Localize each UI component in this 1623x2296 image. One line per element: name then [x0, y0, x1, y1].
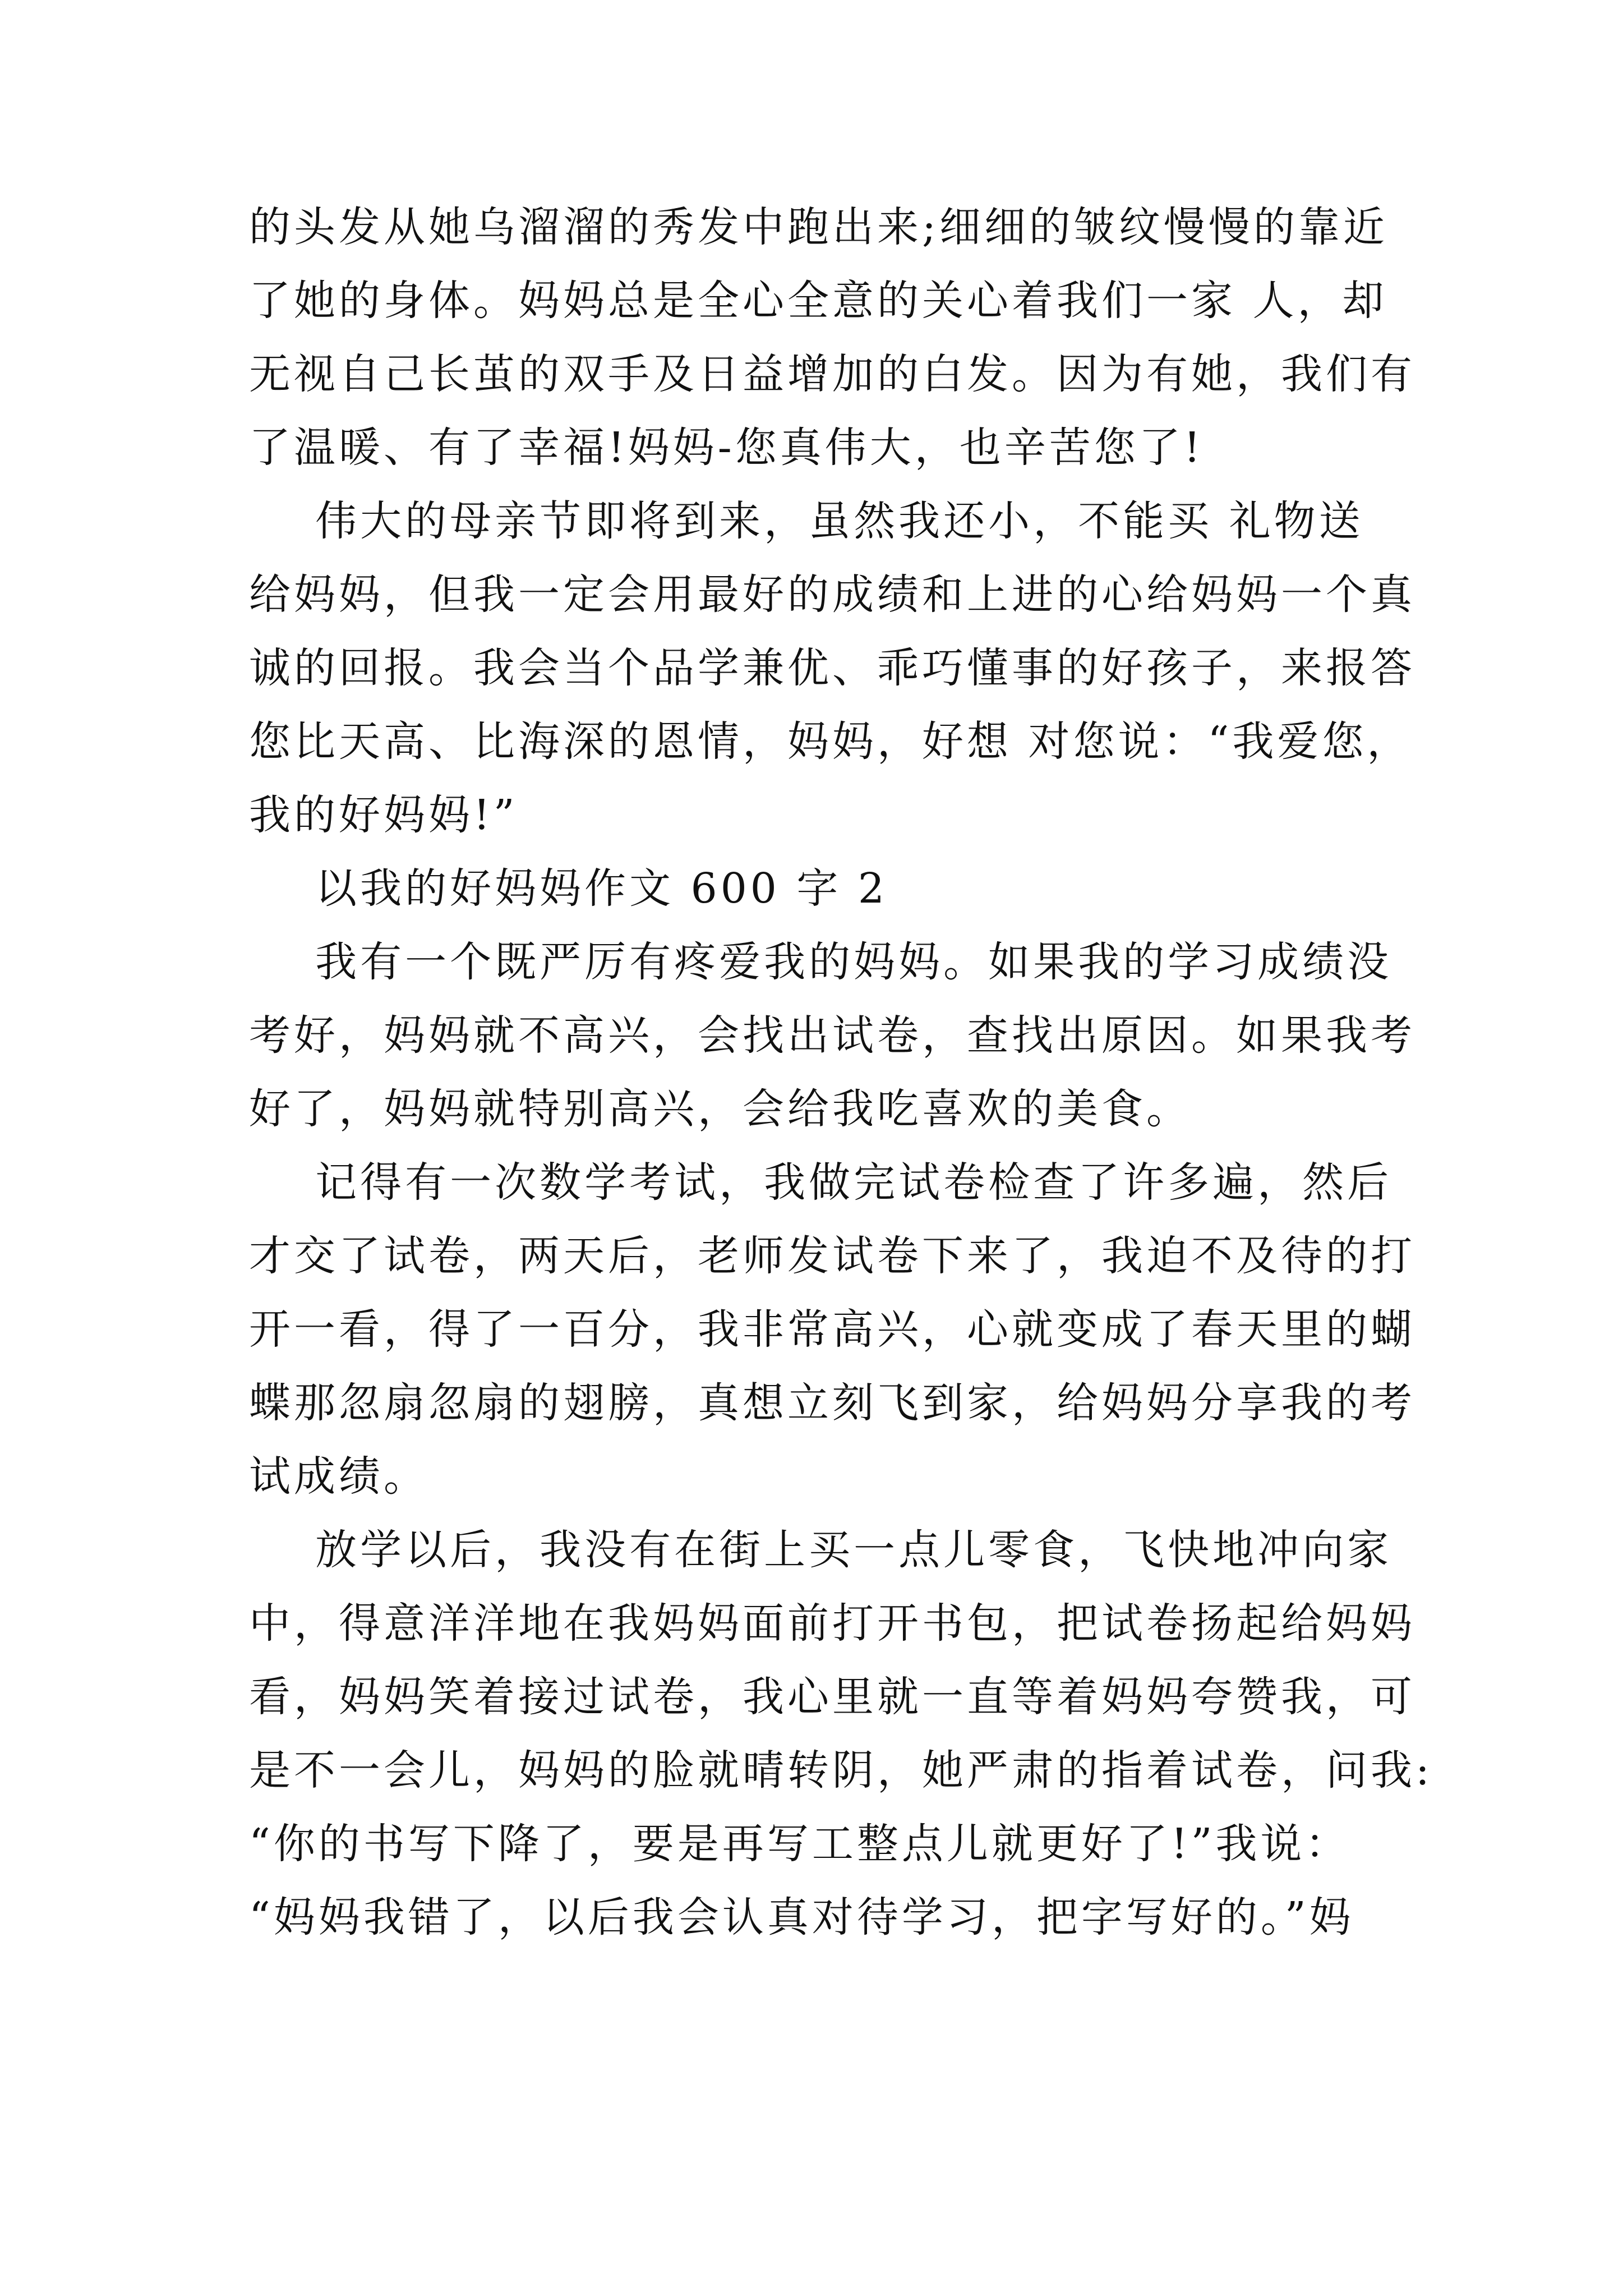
text-line: 试成绩。 — [249, 1452, 428, 1501]
text-line: 了温暖、有了幸福!妈妈-您真伟大，也辛苦您了! — [249, 424, 1204, 472]
text-line: 考好，妈妈就不高兴，会找出试卷，查找出原因。如果我考 — [249, 1011, 1415, 1060]
text-line: 无视自己长茧的双手及日益增加的白发。因为有她，我们有 — [249, 350, 1415, 398]
text-line: 看，妈妈笑着接过试卷，我心里就一直等着妈妈夸赞我，可 — [249, 1673, 1415, 1721]
text-line: 是不一会儿，妈妈的脸就晴转阴，她严肃的指着试卷，问我: — [249, 1746, 1433, 1795]
text-line: 了她的身体。妈妈总是全心全意的关心着我们一家 人，却 — [249, 277, 1387, 325]
text-line: “你的书写下降了，要是再写工整点儿就更好了!”我说： — [249, 1820, 1350, 1868]
text-line: 我的好妈妈!” — [249, 791, 518, 839]
text-line: 我有一个既严厉有疼爱我的妈妈。如果我的学习成绩没 — [249, 938, 1393, 986]
text-line: 中，得意洋洋地在我妈妈面前打开书包，把试卷扬起给妈妈 — [249, 1599, 1415, 1648]
text-line: 给妈妈，但我一定会用最好的成绩和上进的心给妈妈一个真 — [249, 570, 1415, 619]
text-line: 伟大的母亲节即将到来，虽然我还小，不能买 礼物送 — [249, 497, 1364, 545]
paragraph-3 — [249, 926, 1415, 1146]
document-body — [249, 191, 1433, 1954]
text-line: “妈妈我错了，以后我会认真对待学习，把字写好的。”妈 — [249, 1893, 1354, 1941]
text-line: 蝶那忽扇忽扇的翅膀，真想立刻飞到家，给妈妈分享我的考 — [249, 1379, 1415, 1427]
section-heading: 以我的好妈妈作文 600 字 2 — [249, 864, 888, 913]
text-line: 开一看，得了一百分，我非常高兴，心就变成了春天里的蝴 — [249, 1305, 1415, 1354]
text-line: 诚的回报。我会当个品学兼优、乖巧懂事的好孩子，来报答 — [249, 644, 1415, 692]
paragraph-5 — [249, 1513, 1433, 1954]
paragraph-1 — [249, 191, 1415, 485]
paragraph-2 — [249, 485, 1415, 852]
paragraph-4 — [249, 1146, 1415, 1513]
text-line: 好了，妈妈就特别高兴，会给我吃喜欢的美食。 — [249, 1085, 1191, 1133]
text-line: 您比天高、比海深的恩情，妈妈，好想 对您说：“我爱您， — [249, 717, 1412, 766]
text-line: 记得有一次数学考试，我做完试卷检查了许多遍，然后 — [249, 1158, 1393, 1207]
text-line: 才交了试卷，两天后，老师发试卷下来了，我迫不及待的打 — [249, 1232, 1415, 1280]
text-line: 放学以后，我没有在街上买一点儿零食，飞快地冲向家 — [249, 1526, 1393, 1574]
text-line: 的头发从她乌溜溜的秀发中跑出来;细细的皱纹慢慢的靠近 — [249, 203, 1388, 251]
